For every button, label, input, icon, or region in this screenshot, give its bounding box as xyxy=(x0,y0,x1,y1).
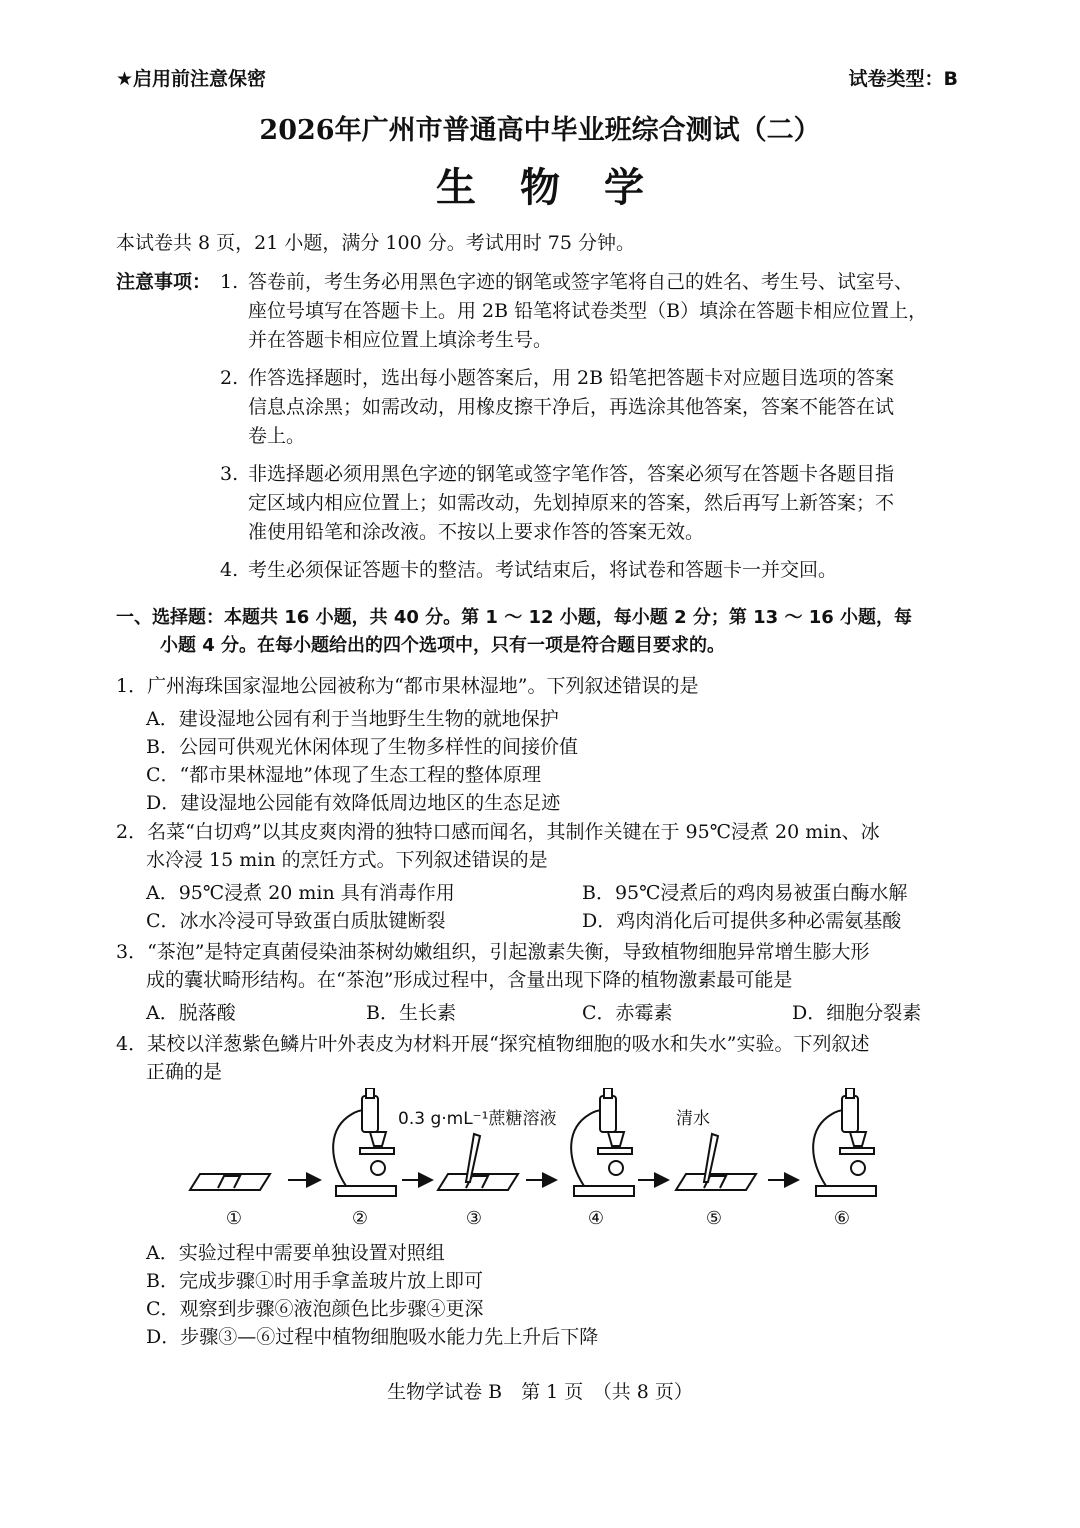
exam-title: 2026年广州市普通高中毕业班综合测试（二） xyxy=(259,115,821,146)
q3-option-c: C．赤霉素 xyxy=(582,1002,673,1024)
q1-option-b: B．公园可供观光休闲体现了生物多样性的间接价值 xyxy=(146,736,578,758)
step1-slide-icon xyxy=(190,1174,270,1190)
q3-option-a: A．脱落酸 xyxy=(146,1002,236,1024)
note-3-line-1: 非选择题必须用黑色字迹的钢笔或签字笔作答，答案必须写在答题卡各题目指 xyxy=(248,463,895,485)
note-3-line-2: 定区域内相应位置上；如需改动，先划掉原来的答案，然后再写上新答案；不 xyxy=(248,492,895,514)
note-2-num: 2. xyxy=(220,367,239,389)
water-label: 清水 xyxy=(676,1109,710,1129)
note-2-line-1: 作答选择题时，选出每小题答案后，用 2B 铅笔把答题卡对应题目选项的答案 xyxy=(248,367,895,389)
section1-line-2: 小题 4 分。在每小题给出的四个选项中，只有一项是符合题目要求的。 xyxy=(160,635,726,656)
q3-stem-line-2: 成的囊状畸形结构。在“茶泡”形成过程中，含量出现下降的植物激素最可能是 xyxy=(146,969,793,991)
q2-option-b: B．95℃浸煮后的鸡肉易被蛋白酶水解 xyxy=(582,882,908,904)
note-3-num: 3. xyxy=(220,463,239,485)
step5-dropper-slide-icon xyxy=(676,1134,756,1190)
step3-dropper-slide-icon xyxy=(438,1134,518,1190)
note-3-line-3: 准使用铅笔和涂改液。不按以上要求作答的答案无效。 xyxy=(248,521,705,543)
note-1-line-1: 答卷前，考生务必用黑色字迹的钢笔或签字笔将自己的姓名、考生号、试室号、 xyxy=(248,271,914,293)
note-2-line-3: 卷上。 xyxy=(248,425,306,447)
note-1-line-3: 并在答题卡相应位置上填涂考生号。 xyxy=(248,329,553,351)
sucrose-label: 0.3 g·mL⁻¹蔗糖溶液 xyxy=(398,1109,557,1129)
q3-option-b: B．生长素 xyxy=(366,1002,456,1024)
q4-option-b: B．完成步骤①时用手拿盖玻片放上即可 xyxy=(146,1270,483,1292)
exam-intro: 本试卷共 8 页，21 小题，满分 100 分。考试用时 75 分钟。 xyxy=(116,232,635,254)
q1-option-d: D．建设湿地公园能有效降低周边地区的生态足迹 xyxy=(146,792,561,814)
page-footer: 生物学试卷 B 第 1 页 （共 8 页） xyxy=(387,1381,693,1403)
q2-option-d: D．鸡肉消化后可提供多种必需氨基酸 xyxy=(582,910,902,932)
q2-stem-line-1: 2．名菜“白切鸡”以其皮爽肉滑的独特口感而闻名，其制作关键在于 95℃浸煮 20 min、冰 xyxy=(116,821,880,843)
q4-stem-line-2: 正确的是 xyxy=(146,1061,223,1083)
confidential-notice: ★启用前注意保密 xyxy=(116,68,267,90)
q2-stem-line-2: 水冷浸 15 min 的烹饪方式。下列叙述错误的是 xyxy=(146,849,548,871)
q1-option-c: C．“都市果林湿地”体现了生态工程的整体原理 xyxy=(146,764,541,786)
paper-type: 试卷类型：B xyxy=(848,68,958,90)
note-2-line-2: 信息点涂黑；如需改动，用橡皮擦干净后，再选涂其他答案，答案不能答在试 xyxy=(248,396,895,418)
step4-microscope-icon xyxy=(571,1088,634,1196)
notes-label: 注意事项： xyxy=(116,271,212,293)
q1-stem: 1．广州海珠国家湿地公园被称为“都市果林湿地”。下列叙述错误的是 xyxy=(116,675,699,697)
q4-option-c: C．观察到步骤⑥液泡颜色比步骤④更深 xyxy=(146,1298,484,1320)
step-1-label: ① xyxy=(225,1208,243,1229)
q3-stem-line-1: 3．“茶泡”是特定真菌侵染油茶树幼嫩组织，引起激素失衡，导致植物细胞异常增生膨大形 xyxy=(116,941,870,963)
q4-option-d: D．步骤③—⑥过程中植物细胞吸水能力先上升后下降 xyxy=(146,1326,599,1348)
note-4-num: 4. xyxy=(220,559,239,581)
note-1-num: 1. xyxy=(220,271,239,293)
step-3-label: ③ xyxy=(465,1208,483,1229)
step-5-label: ⑤ xyxy=(705,1208,723,1229)
step-2-label: ② xyxy=(351,1208,369,1229)
q2-option-a: A．95℃浸煮 20 min 具有消毒作用 xyxy=(146,882,455,904)
step6-microscope-icon xyxy=(813,1088,876,1196)
subject-title: 生物学 xyxy=(436,165,688,211)
q2-option-c: C．冰水冷浸可导致蛋白质肽键断裂 xyxy=(146,910,446,932)
step-6-label: ⑥ xyxy=(833,1208,851,1229)
step2-microscope-icon xyxy=(333,1088,396,1196)
q3-option-d: D．细胞分裂素 xyxy=(792,1002,922,1024)
note-1-line-2: 座位号填写在答题卡上。用 2B 铅笔将试卷类型（B）填涂在答题卡相应位置上， xyxy=(248,300,928,322)
section1-line-1: 一、选择题：本题共 16 小题，共 40 分。第 1 ～ 12 小题，每小题 2 分；第 13 ～ 16 小题，每 xyxy=(116,607,913,628)
q1-option-a: A．建设湿地公园有利于当地野生生物的就地保护 xyxy=(146,708,559,730)
q4-option-a: A．实验过程中需要单独设置对照组 xyxy=(146,1242,445,1264)
experiment-figure xyxy=(180,1088,900,1208)
q4-stem-line-1: 4．某校以洋葱紫色鳞片叶外表皮为材料开展“探究植物细胞的吸水和失水”实验。下列叙述 xyxy=(116,1033,870,1055)
note-4-line-1: 考生必须保证答题卡的整洁。考试结束后，将试卷和答题卡一并交回。 xyxy=(248,559,838,581)
step-4-label: ④ xyxy=(587,1208,605,1229)
